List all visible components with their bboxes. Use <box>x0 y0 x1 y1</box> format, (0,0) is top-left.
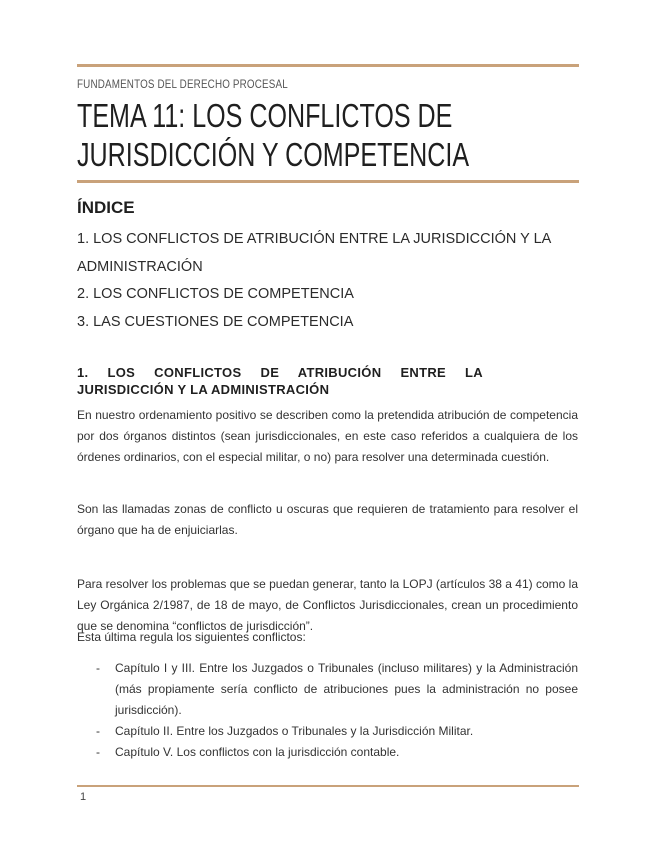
list-item-text: Capítulo II. Entre los Juzgados o Tribunales y la Jurisdicción Militar. <box>115 724 474 738</box>
index-item: 1. LOS CONFLICTOS DE ATRIBUCIÓN ENTRE LA JURISDICCIÓN Y LA ADMINISTRACIÓN <box>77 231 551 275</box>
footer-rule <box>77 785 579 787</box>
index-list <box>77 226 577 336</box>
header-bottom-rule <box>77 180 579 183</box>
paragraph: Para resolver los problemas que se puedan generar, tanto la LOPJ (artículos 38 a 41) como la Ley Orgánica 2/1987, de 18 de mayo, de Conflictos Jurisdiccionales, crean un procedimiento que se denomina “conflictos de jurisdicción”. <box>77 577 578 633</box>
course-subject: FUNDAMENTOS DEL DERECHO PROCESAL <box>77 77 288 91</box>
list-item-text: Capítulo I y III. Entre los Juzgados o Tribunales (incluso militares) y la Administración (más propiamente sería conflicto de atribuciones pues la administración no posee jurisdicción). <box>115 661 578 717</box>
list-item-text: Capítulo V. Los conflictos con la jurisdicción contable. <box>115 745 400 759</box>
paragraph: En nuestro ordenamiento positivo se describen como la pretendida atribución de competencia por dos órganos distintos (sean jurisdiccionales, en este caso referidos a cualquiera de los órdenes ordinarios, con el especial militar, o no) para resolver una determinada cuestión. <box>77 408 578 464</box>
list-item <box>77 721 578 742</box>
page-number: 1 <box>80 791 87 803</box>
conflicts-list <box>77 658 578 763</box>
paragraph: Son las llamadas zonas de conflicto u oscuras que requieren de tratamiento para resolver el órgano que ha de enjuiciarlas. <box>77 502 578 537</box>
list-item <box>77 658 578 721</box>
index-heading: ÍNDICE <box>77 198 135 217</box>
section-heading-line2: JURISDICCIÓN Y LA ADMINISTRACIÓN <box>77 382 330 397</box>
section-heading <box>77 364 483 398</box>
dash-bullet: - <box>96 724 100 738</box>
dash-bullet: - <box>96 661 100 675</box>
document-title: TEMA 11: LOS CONFLICTOS DE JURISDICCIÓN Y COMPETENCIA <box>77 97 470 173</box>
index-item: 3. LAS CUESTIONES DE COMPETENCIA <box>77 313 354 330</box>
index-item: 2. LOS CONFLICTOS DE COMPETENCIA <box>77 286 354 302</box>
dash-bullet: - <box>96 745 100 759</box>
header-top-rule <box>77 64 579 67</box>
paragraph: Esta última regula los siguientes conflictos: <box>77 630 306 644</box>
list-item <box>77 742 578 763</box>
section-heading-line1: 1. LOS CONFLICTOS DE ATRIBUCIÓN ENTRE LA <box>77 365 483 380</box>
